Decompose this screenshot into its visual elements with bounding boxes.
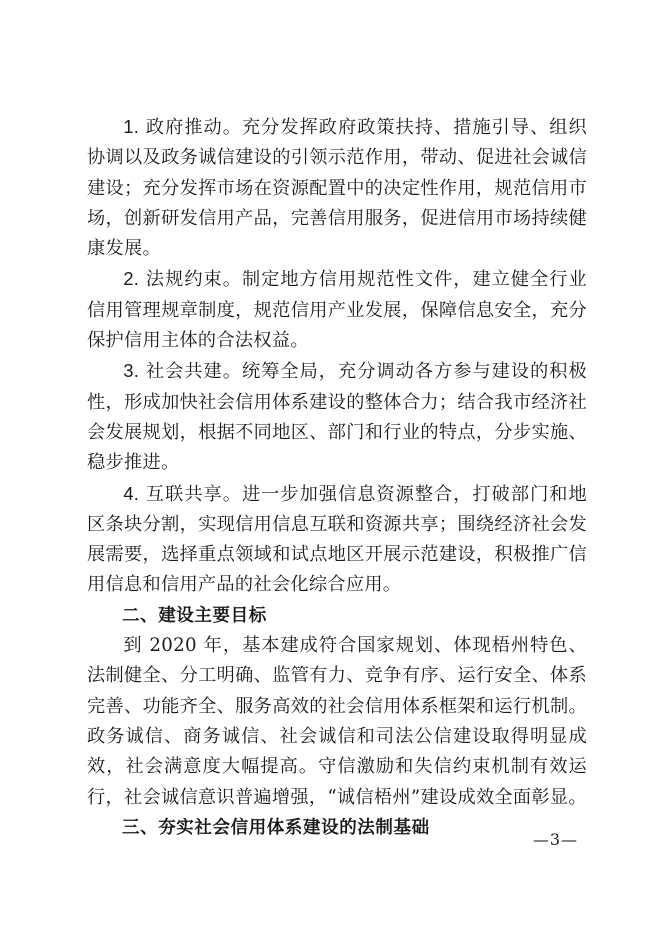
- principle-number: 3.: [123, 361, 140, 382]
- page-number: —3—: [532, 830, 578, 849]
- principle-number: 4.: [123, 483, 140, 504]
- principle-number: 2.: [123, 269, 140, 290]
- principle-paragraph-4: [87, 479, 587, 601]
- principle-text: 社会共建。统筹全局，充分调动各方参与建设的积极性，形成加快社会信用体系建设的整体合力；结合我市经济社会发展规划，根据不同地区、部门和行业的特点，分步实施、稳步推进。: [87, 361, 587, 474]
- principle-paragraph-1: [87, 112, 587, 264]
- main-goals-paragraph: 到 2020 年，基本建成符合国家规划、体现梧州特色、法制健全、分工明确、监管有力、竞争有序、运行安全、体系完善、功能齐全、服务高效的社会信用体系框架和运行机制。政务诚信、商务诚信、社会诚信和司法公信建设取得明显成效，社会满意度大幅提高。守信激励和失信约束机制有效运行，社会诚信意识普遍增强，“诚信梧州”建设成效全面彰显。: [87, 635, 587, 808]
- principle-text: 互联共享。进一步加强信息资源整合，打破部门和地区条块分割，实现信用信息互联和资源共享；围绕经济社会发展需要，选择重点领域和试点地区开展示范建设，积极推广信用信息和信用产品的社会化综合应用。: [87, 483, 587, 596]
- document-body: [87, 112, 587, 843]
- principle-text: 政府推动。充分发挥政府政策扶持、措施引导、组织协调以及政务诚信建设的引领示范作用，带动、促进社会诚信建设；充分发挥市场在资源配置中的决定性作用，规范信用市场，创新研发信用产品，完善信用服务，促进信用市场持续健康发展。: [87, 117, 587, 260]
- principle-paragraph-2: [87, 264, 587, 356]
- principle-paragraph-3: [87, 356, 587, 478]
- principle-text: 法规约束。制定地方信用规范性文件，建立健全行业信用管理规章制度，规范信用产业发展，保障信息安全，充分保护信用主体的合法权益。: [87, 269, 587, 352]
- principle-number: 1.: [123, 117, 140, 137]
- section-heading-legal-foundation: 三、夯实社会信用体系建设的法制基础: [122, 817, 430, 838]
- section-heading-main-goals: 二、建设主要目标: [122, 605, 267, 626]
